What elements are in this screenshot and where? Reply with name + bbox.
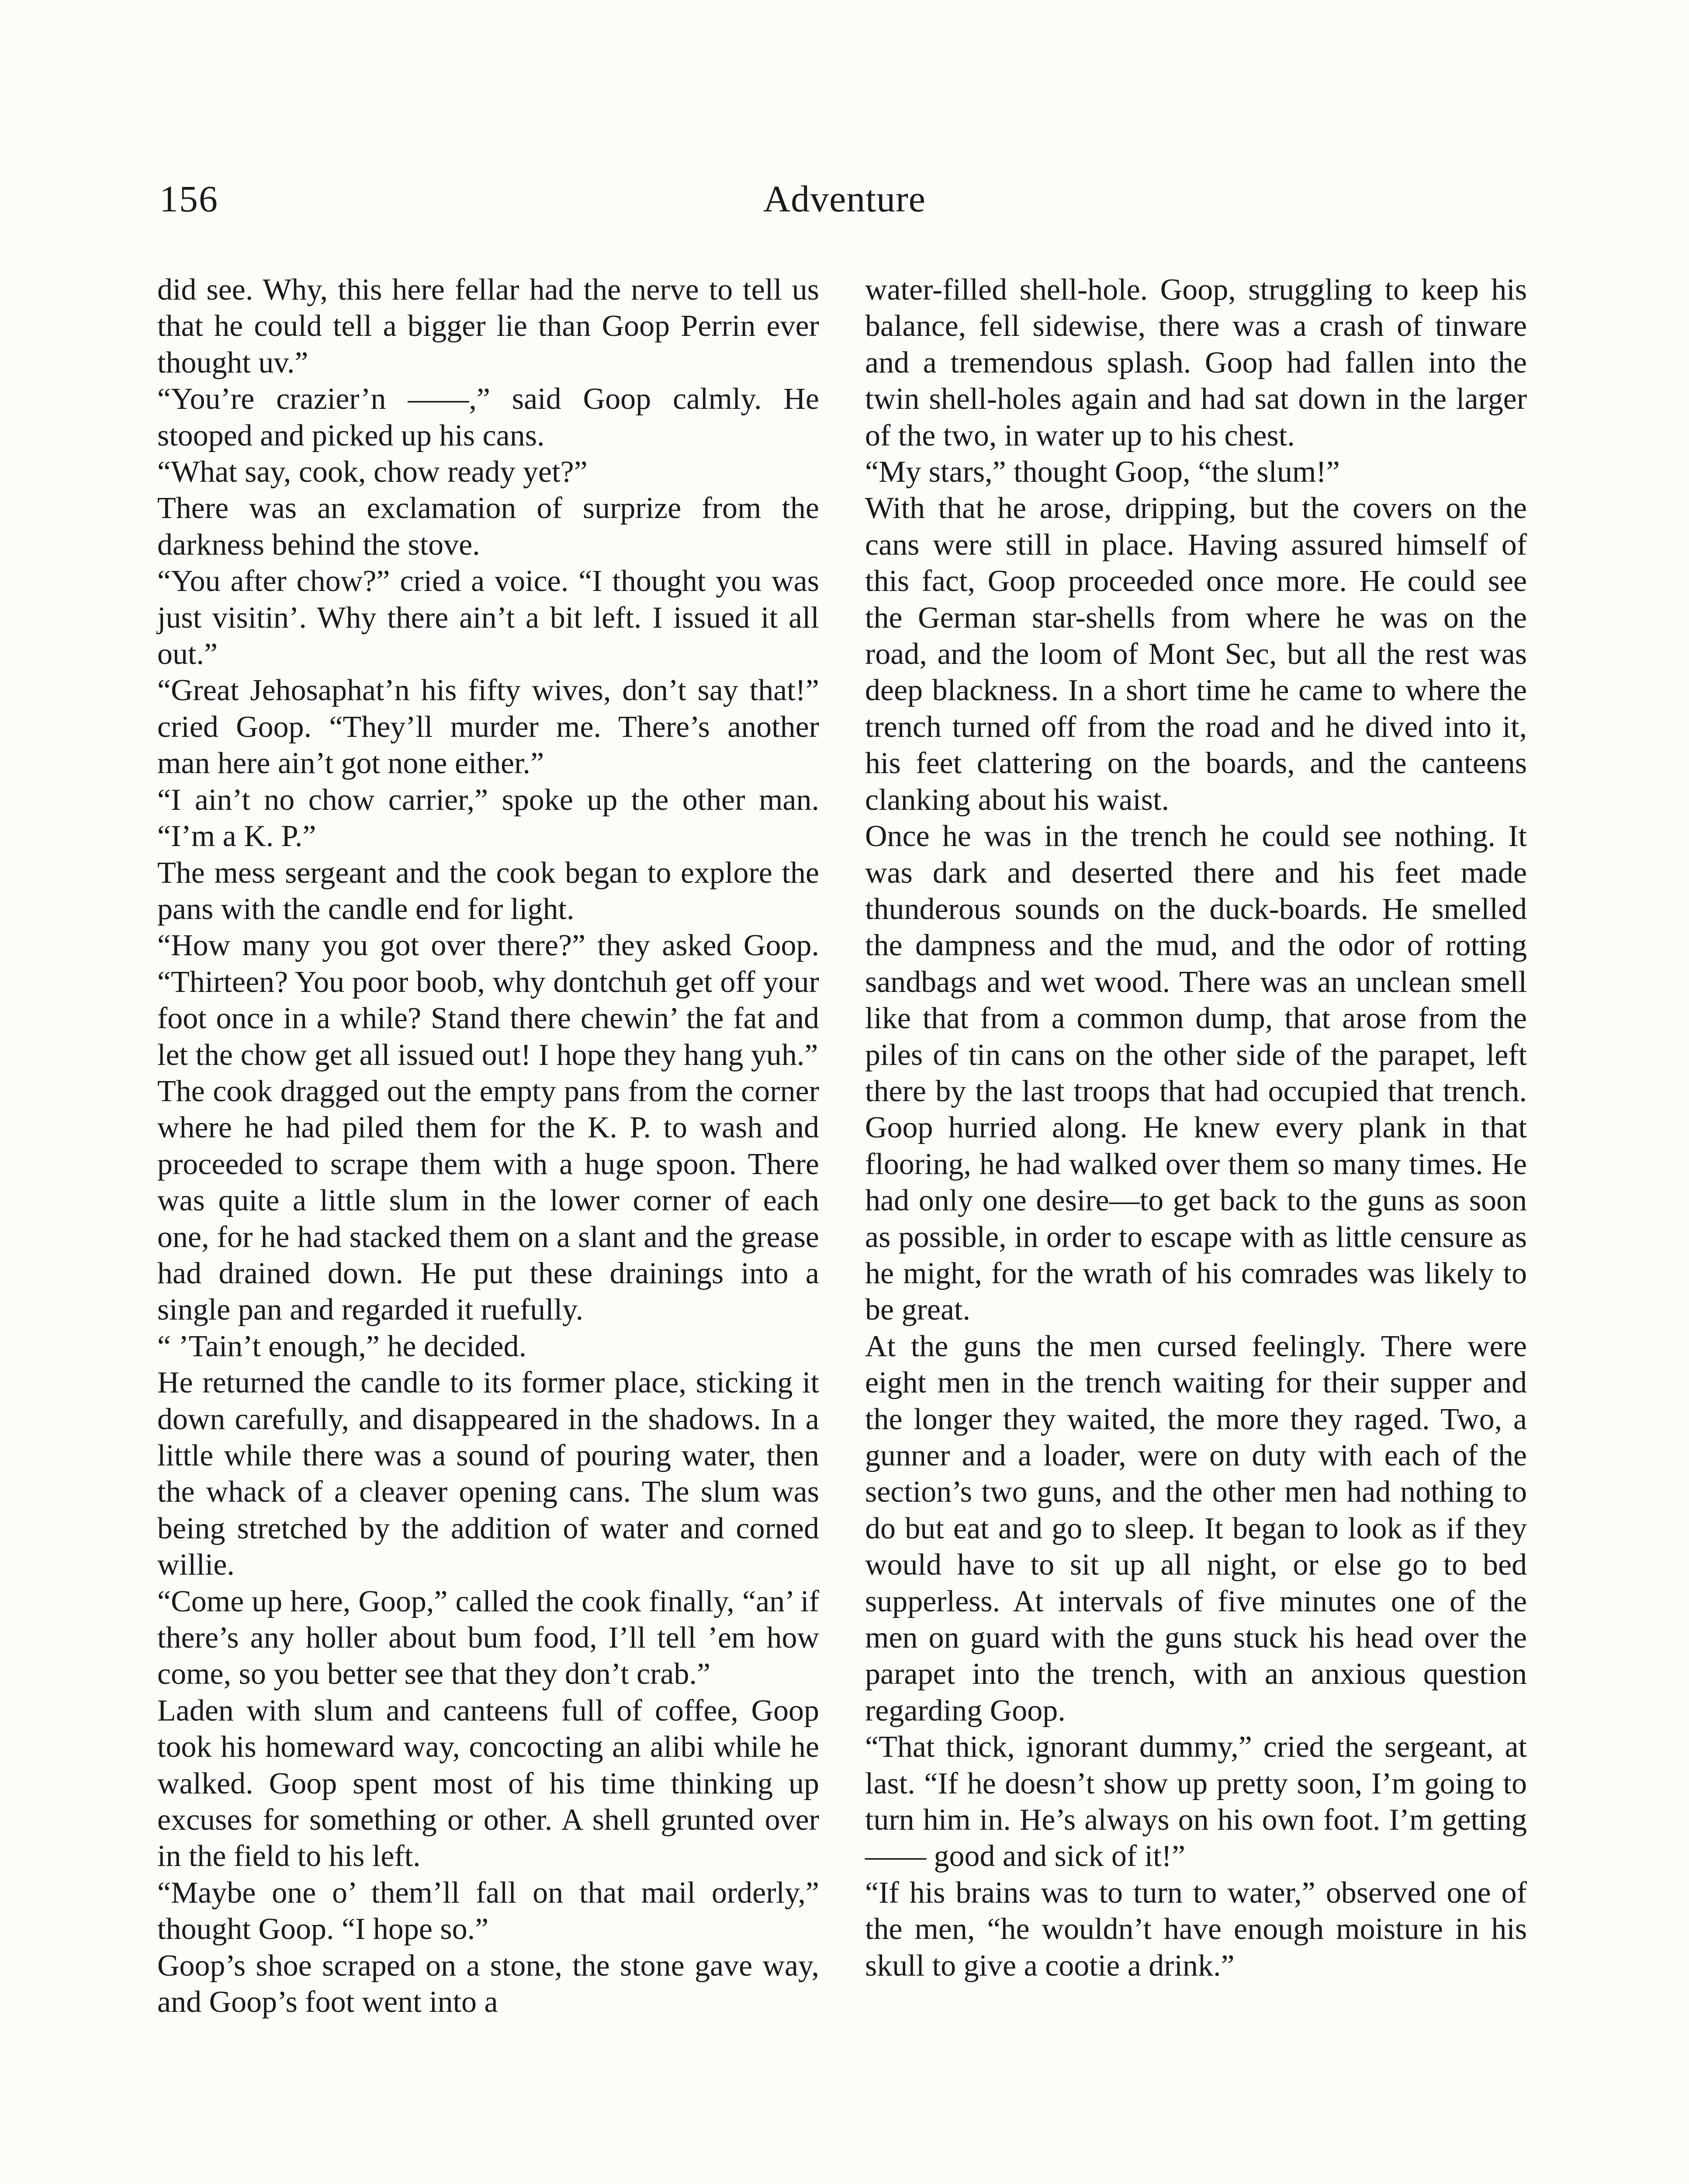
paragraph: With that he arose, dripping, but the covers on the cans were still in place. Having assured himself of this fact, Goop proceeded once more. He could see the German star-shells from where he was on the road, and the loom of Mont Sec, but all the rest was deep blackness. In a short time he came to where the trench turned off from the road and he dived into it, his feet clattering on the boards, and the canteens clanking about his waist. (865, 491, 1527, 817)
paragraph: He returned the candle to its former place, sticking it down carefully, and disappeared in the shadows. In a little while there was a sound of pouring water, then the whack of a cleaver opening cans. The slum was being stretched by the addition of water and corned willie. (157, 1366, 819, 1582)
paragraph: water-filled shell-hole. Goop, struggling to keep his balance, fell sidewise, there was a crash of tinware and a tremendous splash. Goop had fallen into the twin shell-holes again and had sat down in the larger of the two, in water up to his chest. (865, 273, 1527, 453)
paragraph: The cook dragged out the empty pans from the corner where he had piled them for the K. P. to wash and proceeded to scrape them with a huge spoon. There was quite a little slum in the lower corner of each one, for he had stacked them on a slant and the grease had drained down. He put these drainings into a single pan and regarded it ruefully. (157, 1074, 819, 1327)
paragraph: “That thick, ignorant dummy,” cried the sergeant, at last. “If he doesn’t show up pretty soon, I’m going to turn him in. He’s always on his own foot. I’m getting —— good and sick of it!” (865, 1730, 1527, 1873)
left-column (157, 272, 819, 2021)
paragraph: At the guns the men cursed feelingly. There were eight men in the trench waiting for their supper and the longer they waited, the more they raged. Two, a gunner and a loader, were on duty with each of the section’s two guns, and the other men had nothing to do but eat and go to sleep. It began to look as if they would have to sit up all night, or else go to bed supperless. At intervals of five minutes one of the men on guard with the guns stuck his head over the parapet into the trench, with an anxious question regarding Goop. (865, 1329, 1527, 1728)
paragraph: Once he was in the trench he could see nothing. It was dark and deserted there and his feet made thunderous sounds on the duck-boards. He smelled the dampness and the mud, and the odor of rotting sandbags and wet wood. There was an unclean smell like that from a common dump, that arose from the piles of tin cans on the other side of the parapet, left there by the last troops that had occupied that trench. Goop hurried along. He knew every plank in that flooring, he had walked over them so many times. He had only one desire—to get back to the guns as soon as possible, in order to escape with as little censure as he might, for the wrath of his comrades was likely to be great. (865, 819, 1527, 1327)
paragraph: There was an exclamation of surprize from the darkness behind the stove. (157, 491, 819, 562)
paragraph: “What say, cook, chow ready yet?” (157, 455, 588, 489)
running-head: Adventure (763, 178, 926, 220)
paragraph: “You’re crazier’n ——,” said Goop calmly. He stooped and picked up his cans. (157, 382, 819, 453)
paragraph: “How many you got over there?” they asked Goop. “Thirteen? You poor boob, why dontchuh get off your foot once in a while? Stand there chewin’ the fat and let the chow get all issued out! I hope they hang yuh.” (157, 929, 819, 1072)
paragraph: “My stars,” thought Goop, “the slum!” (865, 455, 1340, 489)
page-header (159, 177, 1530, 229)
page-number: 156 (159, 178, 218, 220)
paragraph: “Maybe one o’ them’ll fall on that mail orderly,” thought Goop. “I hope so.” (157, 1876, 819, 1946)
paragraph: “I ain’t no chow carrier,” spoke up the other man. “I’m a K. P.” (157, 783, 819, 854)
paragraph: The mess sergeant and the cook began to explore the pans with the candle end for light. (157, 856, 819, 926)
right-column (865, 272, 1527, 1984)
paragraph: Goop’s shoe scraped on a stone, the stone gave way, and Goop’s foot went into a (157, 1949, 819, 2019)
paragraph: “If his brains was to turn to water,” observed one of the men, “he wouldn’t have enough moisture in his skull to give a cootie a drink.” (865, 1876, 1527, 1983)
paragraph: “Come up here, Goop,” called the cook finally, “an’ if there’s any holler about bum food, I’ll tell ’em how come, so you better see that they don’t crab.” (157, 1584, 819, 1691)
paragraph: “Great Jehosaphat’n his fifty wives, don’t say that!” cried Goop. “They’ll murder me. There’s another man here ain’t got none either.” (157, 674, 819, 781)
paragraph: “You after chow?” cried a voice. “I thought you was just visitin’. Why there ain’t a bit left. I issued it all out.” (157, 564, 819, 671)
paragraph: Laden with slum and canteens full of coffee, Goop took his homeward way, concocting an alibi while he walked. Goop spent most of his time thinking up excuses for something or other. A shell grunted over in the field to his left. (157, 1693, 819, 1873)
paragraph: “ ’Tain’t enough,” he decided. (157, 1329, 527, 1363)
paragraph: did see. Why, this here fellar had the nerve to tell us that he could tell a bigger lie than Goop Perrin ever thought uv.” (157, 273, 819, 380)
